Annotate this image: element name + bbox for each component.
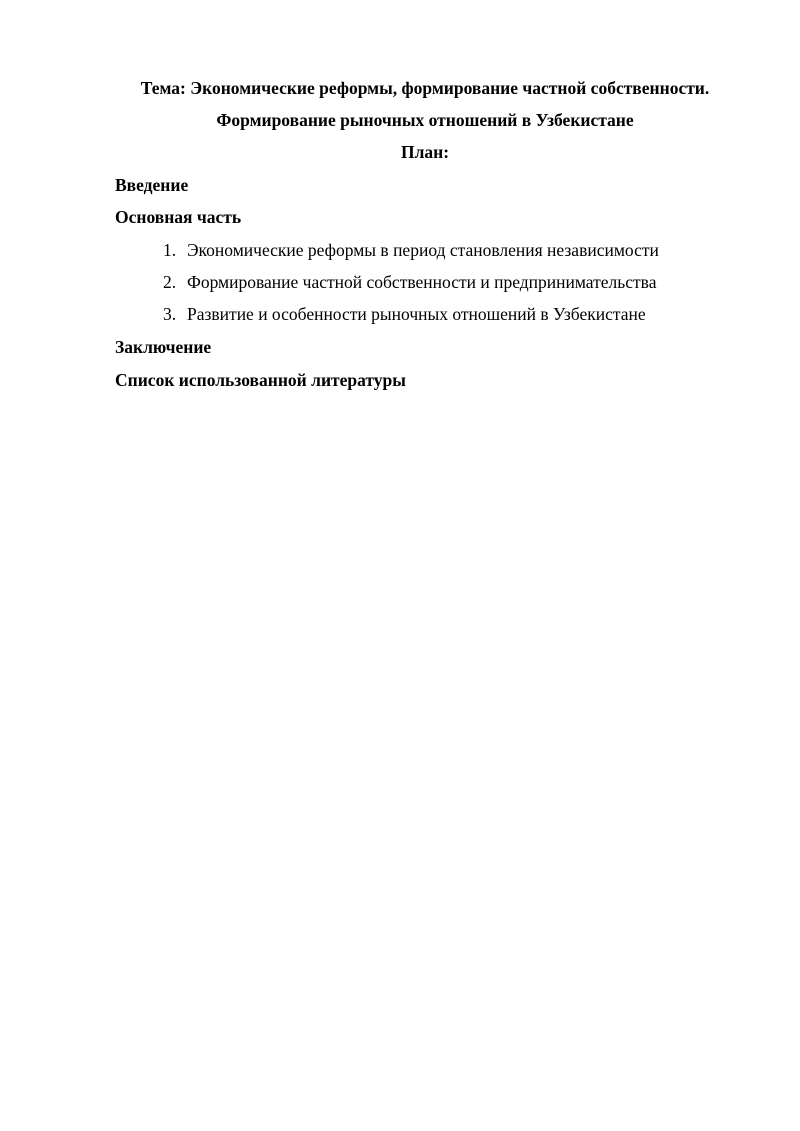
list-item-text: Формирование частной собственности и предпринимательства xyxy=(187,272,657,292)
section-main-part: Основная часть xyxy=(115,207,242,227)
list-item-number: 1. xyxy=(163,240,177,260)
list-item xyxy=(163,271,656,293)
section-introduction: Введение xyxy=(115,175,189,195)
plan-heading: План: xyxy=(400,142,450,162)
list-item-text: Экономические реформы в период становления независимости xyxy=(187,240,659,260)
title-line-1: Тема: Экономические реформы, формирование частной собственности. xyxy=(140,78,710,98)
title-line-2: Формирование рыночных отношений в Узбекистане xyxy=(216,110,634,130)
list-item-number: 3. xyxy=(163,304,177,324)
list-item-text: Развитие и особенности рыночных отношений в Узбекистане xyxy=(187,304,646,324)
section-conclusion: Заключение xyxy=(115,337,212,357)
list-item-number: 2. xyxy=(163,272,177,292)
list-item xyxy=(163,239,659,261)
list-item xyxy=(163,303,646,325)
section-references: Список использованной литературы xyxy=(115,370,406,390)
